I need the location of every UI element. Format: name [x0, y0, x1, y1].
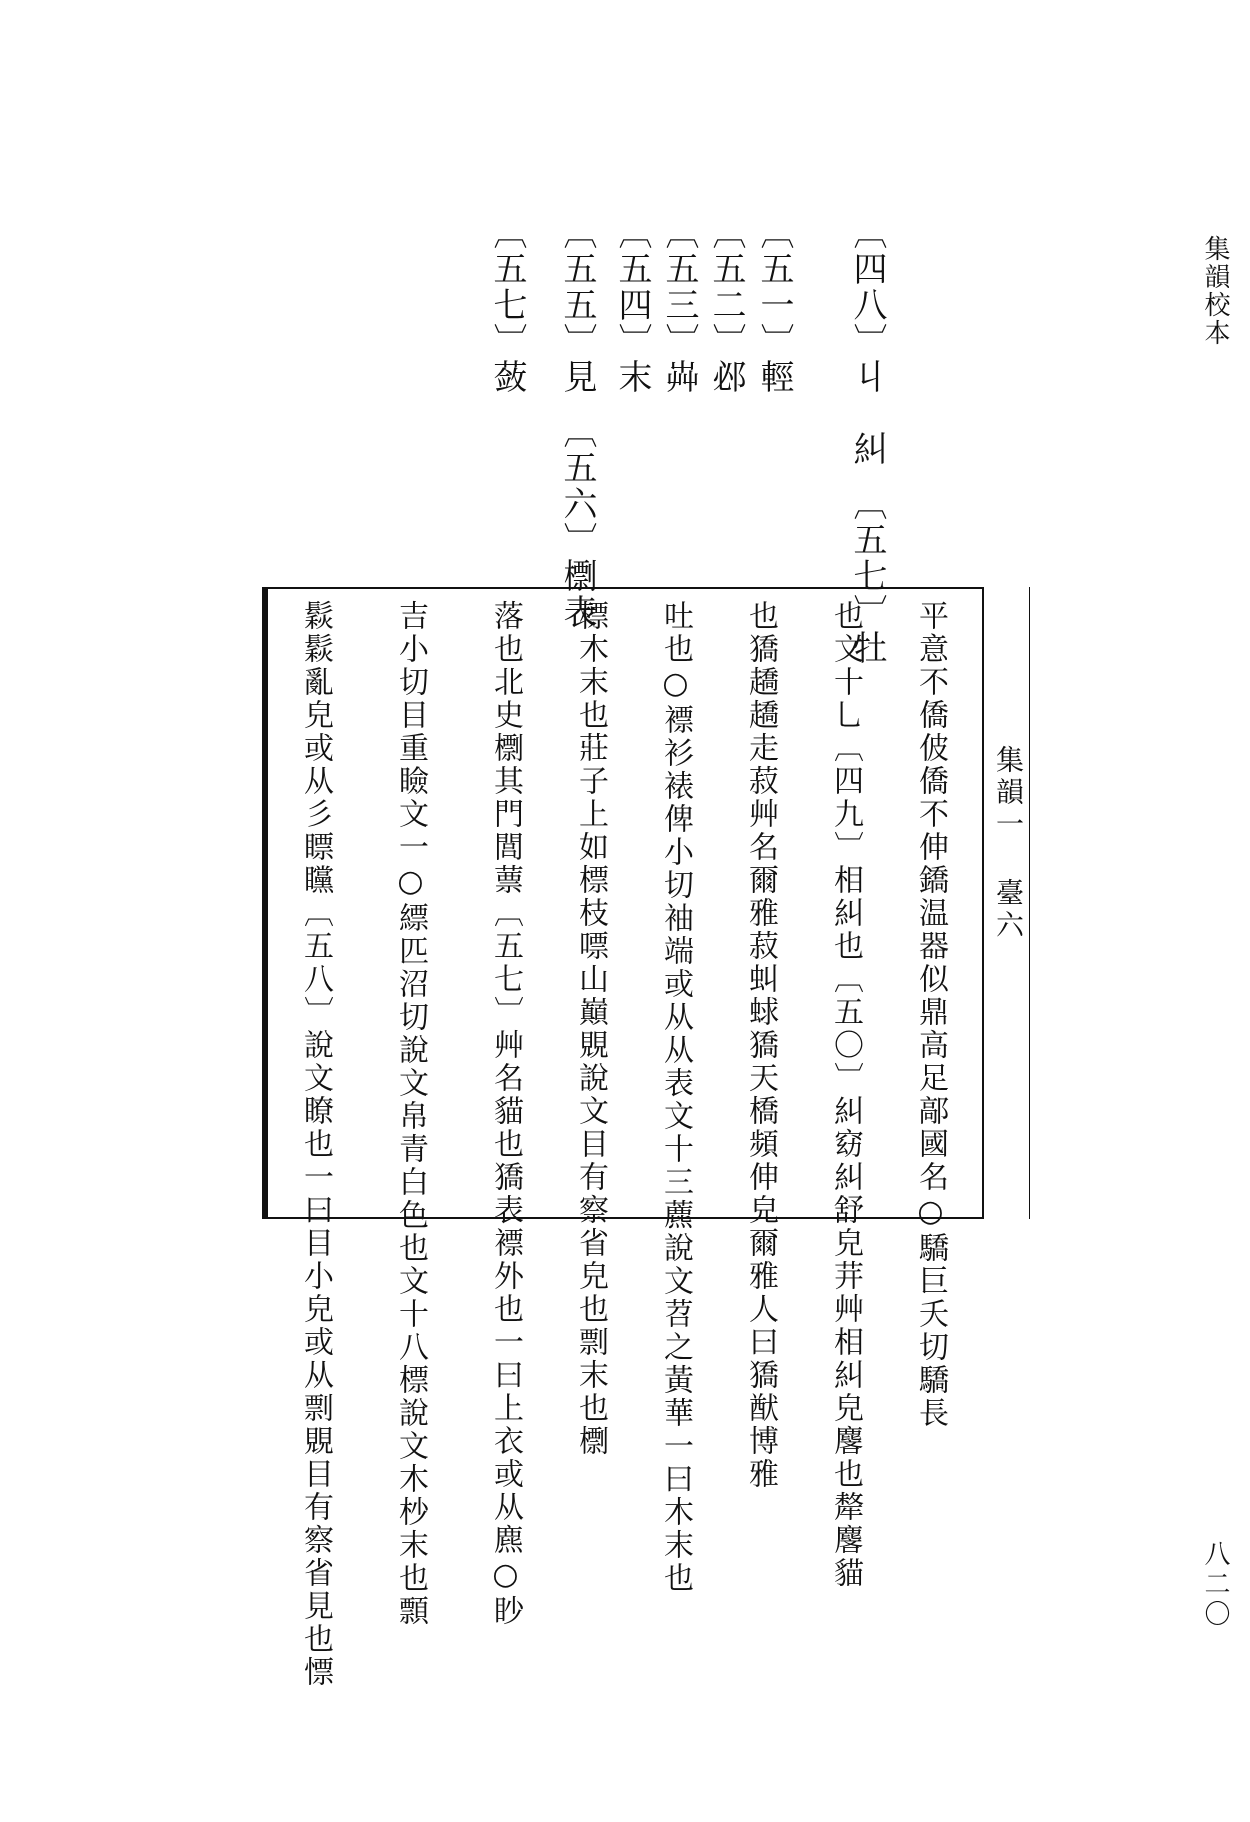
collation-note: 〔五三〕芔	[659, 215, 699, 395]
column-text: 平意不僑佊僑不伸鐈温器似鼎高足鄗國名○驕巨夭切驕長	[913, 600, 948, 1430]
collation-note: 〔五四〕末	[612, 215, 652, 395]
column-text: 也獢趫趫走菽艸名爾雅菽虯蛷獢天橋頻伸皃爾雅人曰獢猷博雅	[743, 600, 778, 1491]
page-number: 八二〇	[1200, 1540, 1230, 1630]
text-column	[913, 600, 963, 1430]
column-text: 吉小切目重瞼文一○縹匹沼切說文帛青白色也文十八標說文木杪末也顠	[393, 600, 428, 1628]
text-column	[743, 600, 793, 1491]
text-column	[658, 600, 708, 1595]
margin-label: 集韻一 臺六	[992, 745, 1025, 942]
text-column	[828, 600, 878, 1590]
column-text: 標木末也莊子上如標枝嘌山巔覞說文目有察省皃也剽末也檦	[573, 600, 608, 1458]
text-column	[573, 600, 623, 1458]
collation-note: 〔五五〕見 〔五六〕檦表	[557, 215, 597, 630]
column-text: 吐也○褾衫裱俾小切袖端或从从表文十三藨說文苕之黃華一曰木末也	[658, 600, 693, 1595]
column-text: 也文十乚〔四九〕相糾也〔五〇〕糾窈糾舒皃茾艸相糾皃麐也犛麐貓	[828, 600, 863, 1590]
book-title: 集韻校本	[1200, 235, 1230, 347]
column-text: 鬏鬏亂皃或从彡瞟矘〔五八〕說文瞭也一曰目小皃或从剽覞目有察省見也慓	[298, 600, 333, 1689]
column-text: 落也北史檦其門閭蔈〔五七〕艸名貓也獢表褾外也一曰上衣或从麃○眇	[488, 600, 523, 1628]
collation-note: 〔五七〕蔹	[487, 215, 527, 395]
text-column	[298, 600, 348, 1689]
collation-note: 〔五一〕輕	[754, 215, 794, 395]
collation-note: 〔五二〕邲	[706, 215, 746, 395]
text-column	[393, 600, 443, 1628]
text-column	[488, 600, 538, 1628]
collation-note: 〔四八〕丩 糾 〔五七〕牡	[847, 215, 887, 666]
